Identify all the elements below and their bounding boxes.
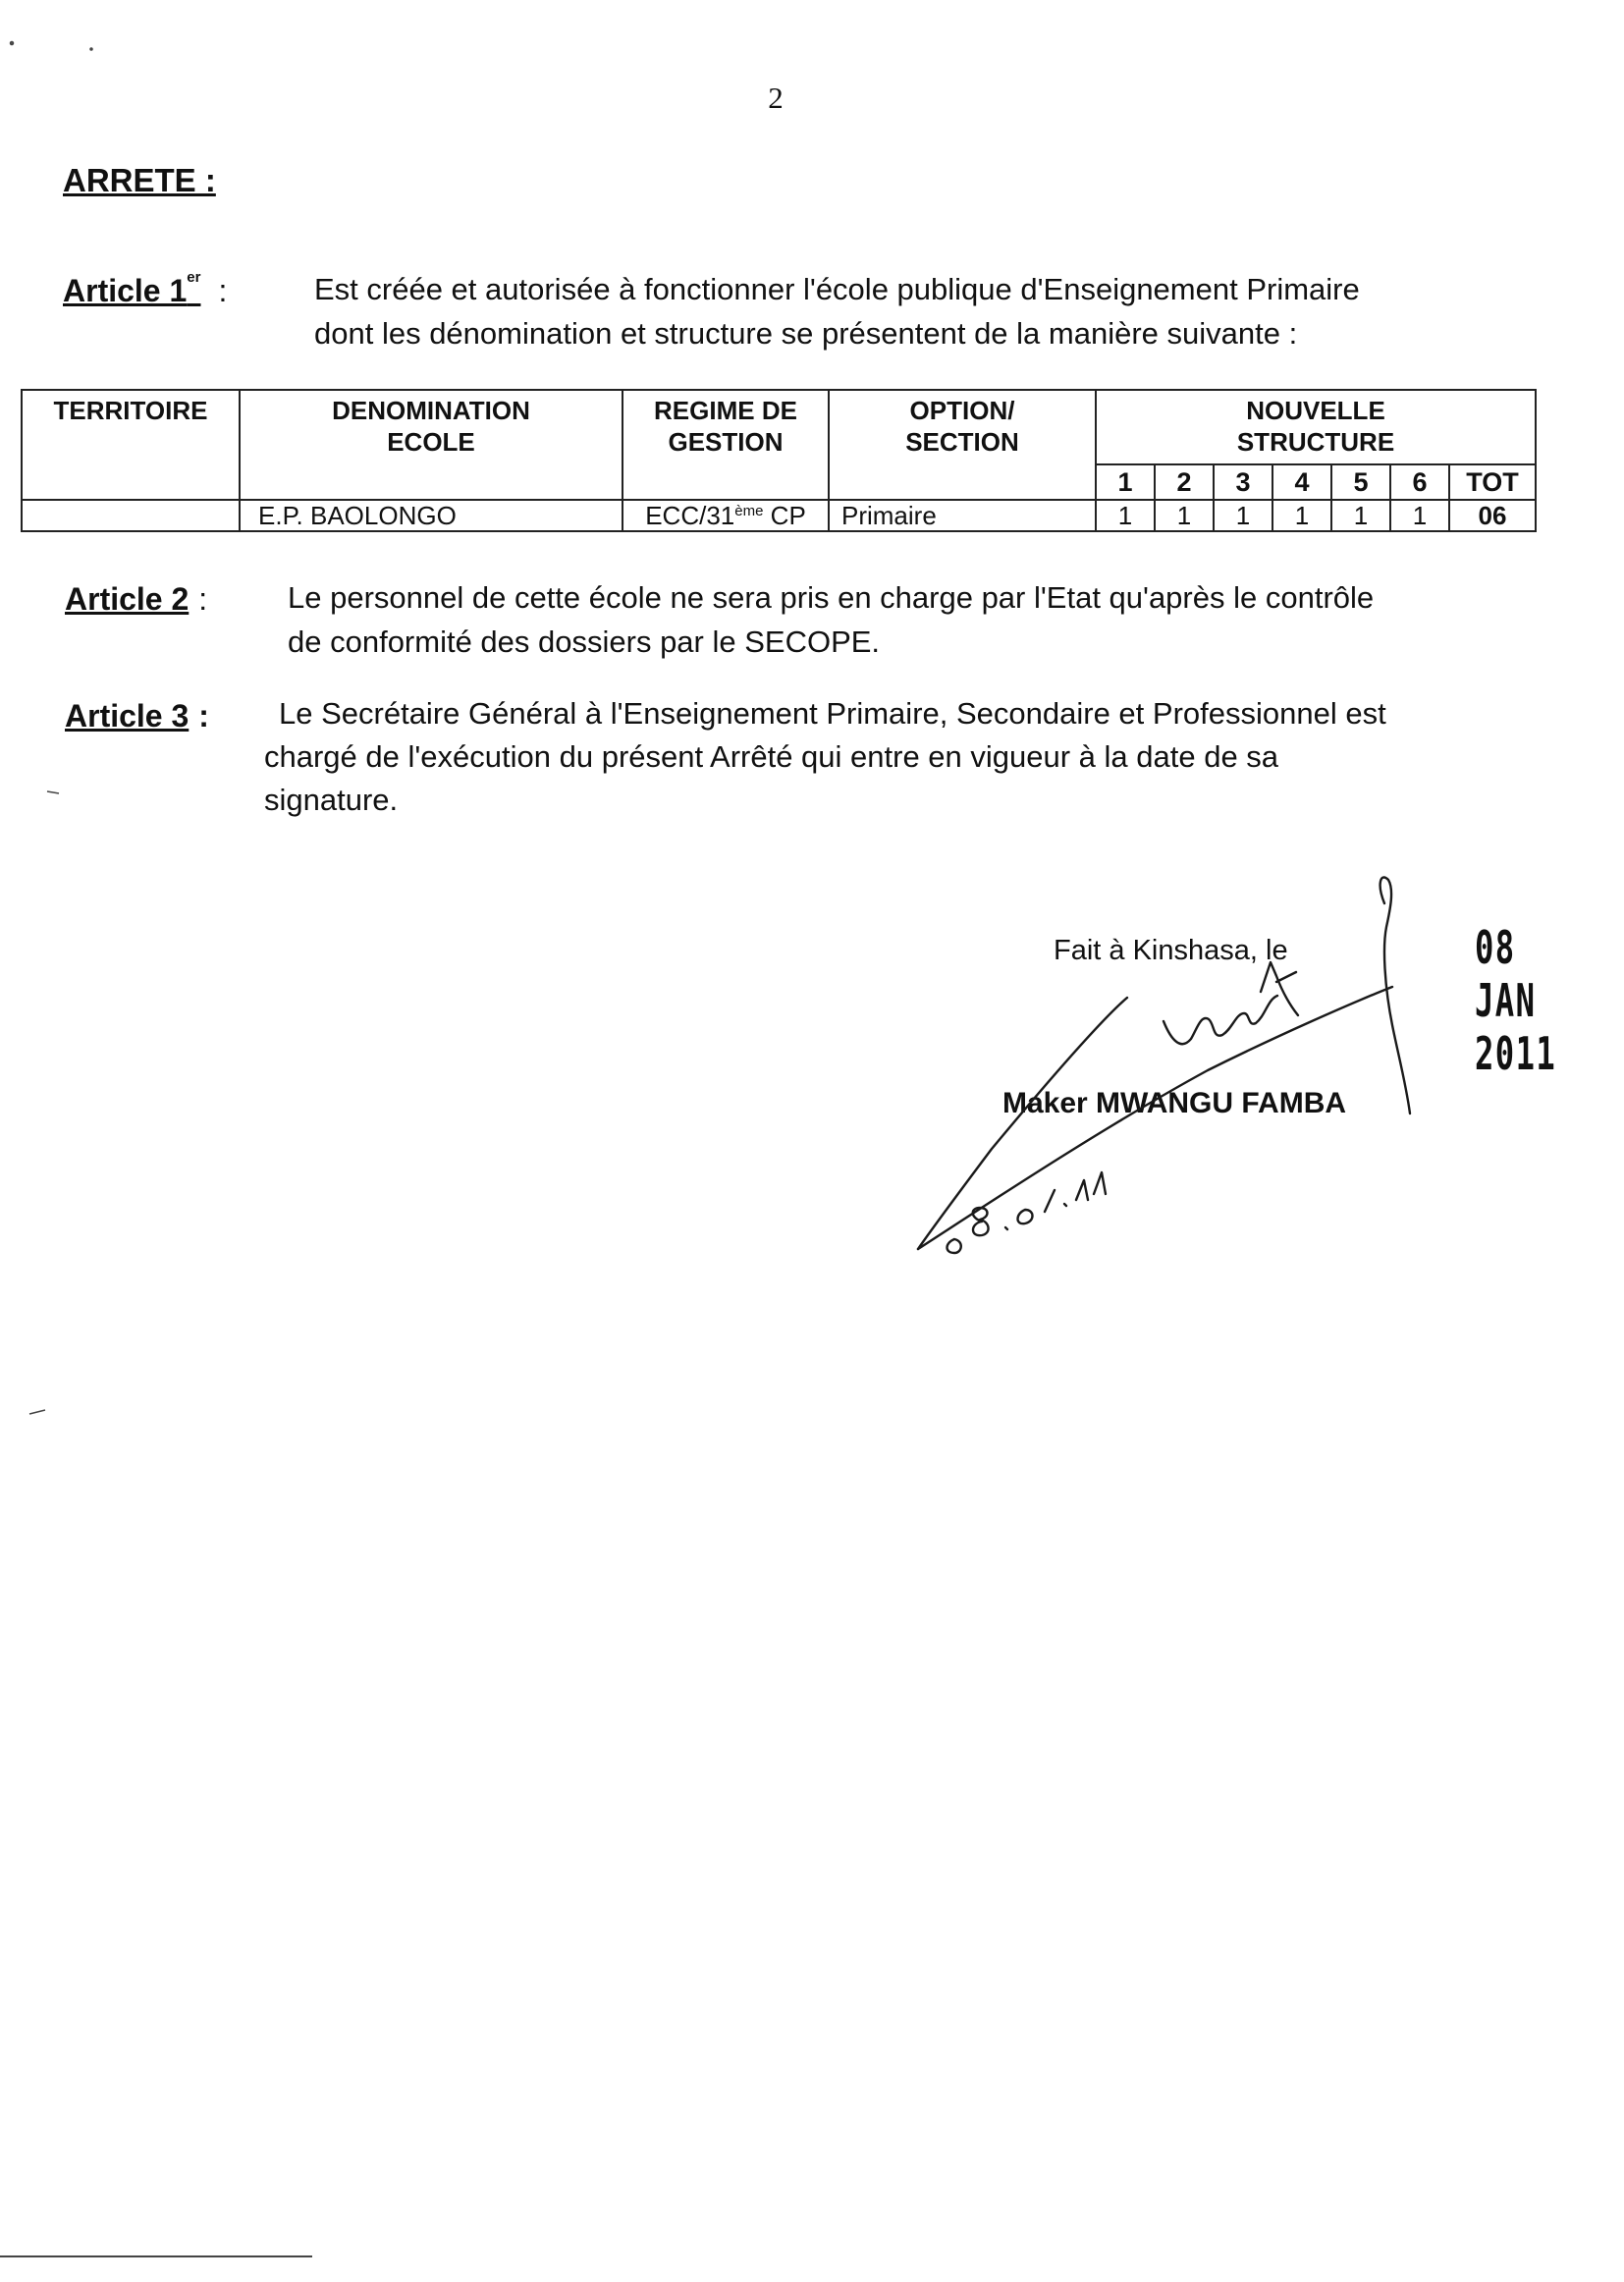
header-territoire: TERRITOIRE [22, 390, 240, 500]
cell-option: Primaire [829, 500, 1096, 531]
header-option: OPTION/ SECTION [829, 390, 1096, 500]
cell-regime: ECC/31ème CP [623, 500, 829, 531]
header-level-4: 4 [1272, 464, 1331, 500]
header-level-6: 6 [1390, 464, 1449, 500]
header-level-5: 5 [1331, 464, 1390, 500]
article-3-line: signature. [264, 783, 399, 817]
decree-heading: ARRETE : [63, 162, 216, 198]
cell-level-5: 1 [1331, 500, 1390, 531]
header-level-2: 2 [1155, 464, 1214, 500]
article-2-line: Le personnel de cette école ne sera pris en charge par l'Etat qu'après le contrôle [288, 580, 1375, 615]
article-2-label: Article 2 : [65, 581, 208, 617]
place-of-signing: Fait à Kinshasa, le [1054, 935, 1288, 966]
cell-level-3: 1 [1214, 500, 1272, 531]
article-3-label: Article 3 : [65, 698, 209, 734]
cell-level-1: 1 [1096, 500, 1155, 531]
header-total: TOT [1449, 464, 1536, 500]
header-denomination: DENOMINATION ECOLE [240, 390, 623, 500]
cell-level-6: 1 [1390, 500, 1449, 531]
article-3-text [264, 692, 1386, 822]
date-stamp: 08 JAN 2011 [1475, 921, 1557, 1080]
cell-level-2: 1 [1155, 500, 1214, 531]
header-level-3: 3 [1214, 464, 1272, 500]
page-number: 2 [768, 81, 784, 115]
article-1-superscript: er [187, 269, 201, 286]
signatory-name: Maker MWANGU FAMBA [1002, 1087, 1347, 1119]
header-nouvelle-structure: NOUVELLE STRUCTURE [1096, 390, 1536, 464]
article-2-line: de conformité des dossiers par le SECOPE. [288, 625, 881, 659]
table-row [22, 500, 1536, 531]
header-regime: REGIME DE GESTION [623, 390, 829, 500]
article-2-text [288, 575, 1374, 664]
article-1-label: Article 1er : [63, 269, 228, 308]
header-level-1: 1 [1096, 464, 1155, 500]
cell-level-4: 1 [1272, 500, 1331, 531]
cell-territoire [22, 500, 240, 531]
cell-denomination: E.P. BAOLONGO [240, 500, 623, 531]
article-1-line: dont les dénomination et structure se présentent de la manière suivante : [314, 316, 1298, 351]
article-1-text [314, 267, 1360, 355]
article-1-line: Est créée et autorisée à fonctionner l'école publique d'Enseignement Primaire [314, 272, 1360, 306]
school-structure-table [21, 389, 1537, 532]
cell-total: 06 [1449, 500, 1536, 531]
article-3-line: chargé de l'exécution du présent Arrêté qui entre en vigueur à la date de sa [264, 739, 1279, 774]
article-3-line: Le Secrétaire Général à l'Enseignement Primaire, Secondaire et Professionnel est [279, 696, 1386, 731]
